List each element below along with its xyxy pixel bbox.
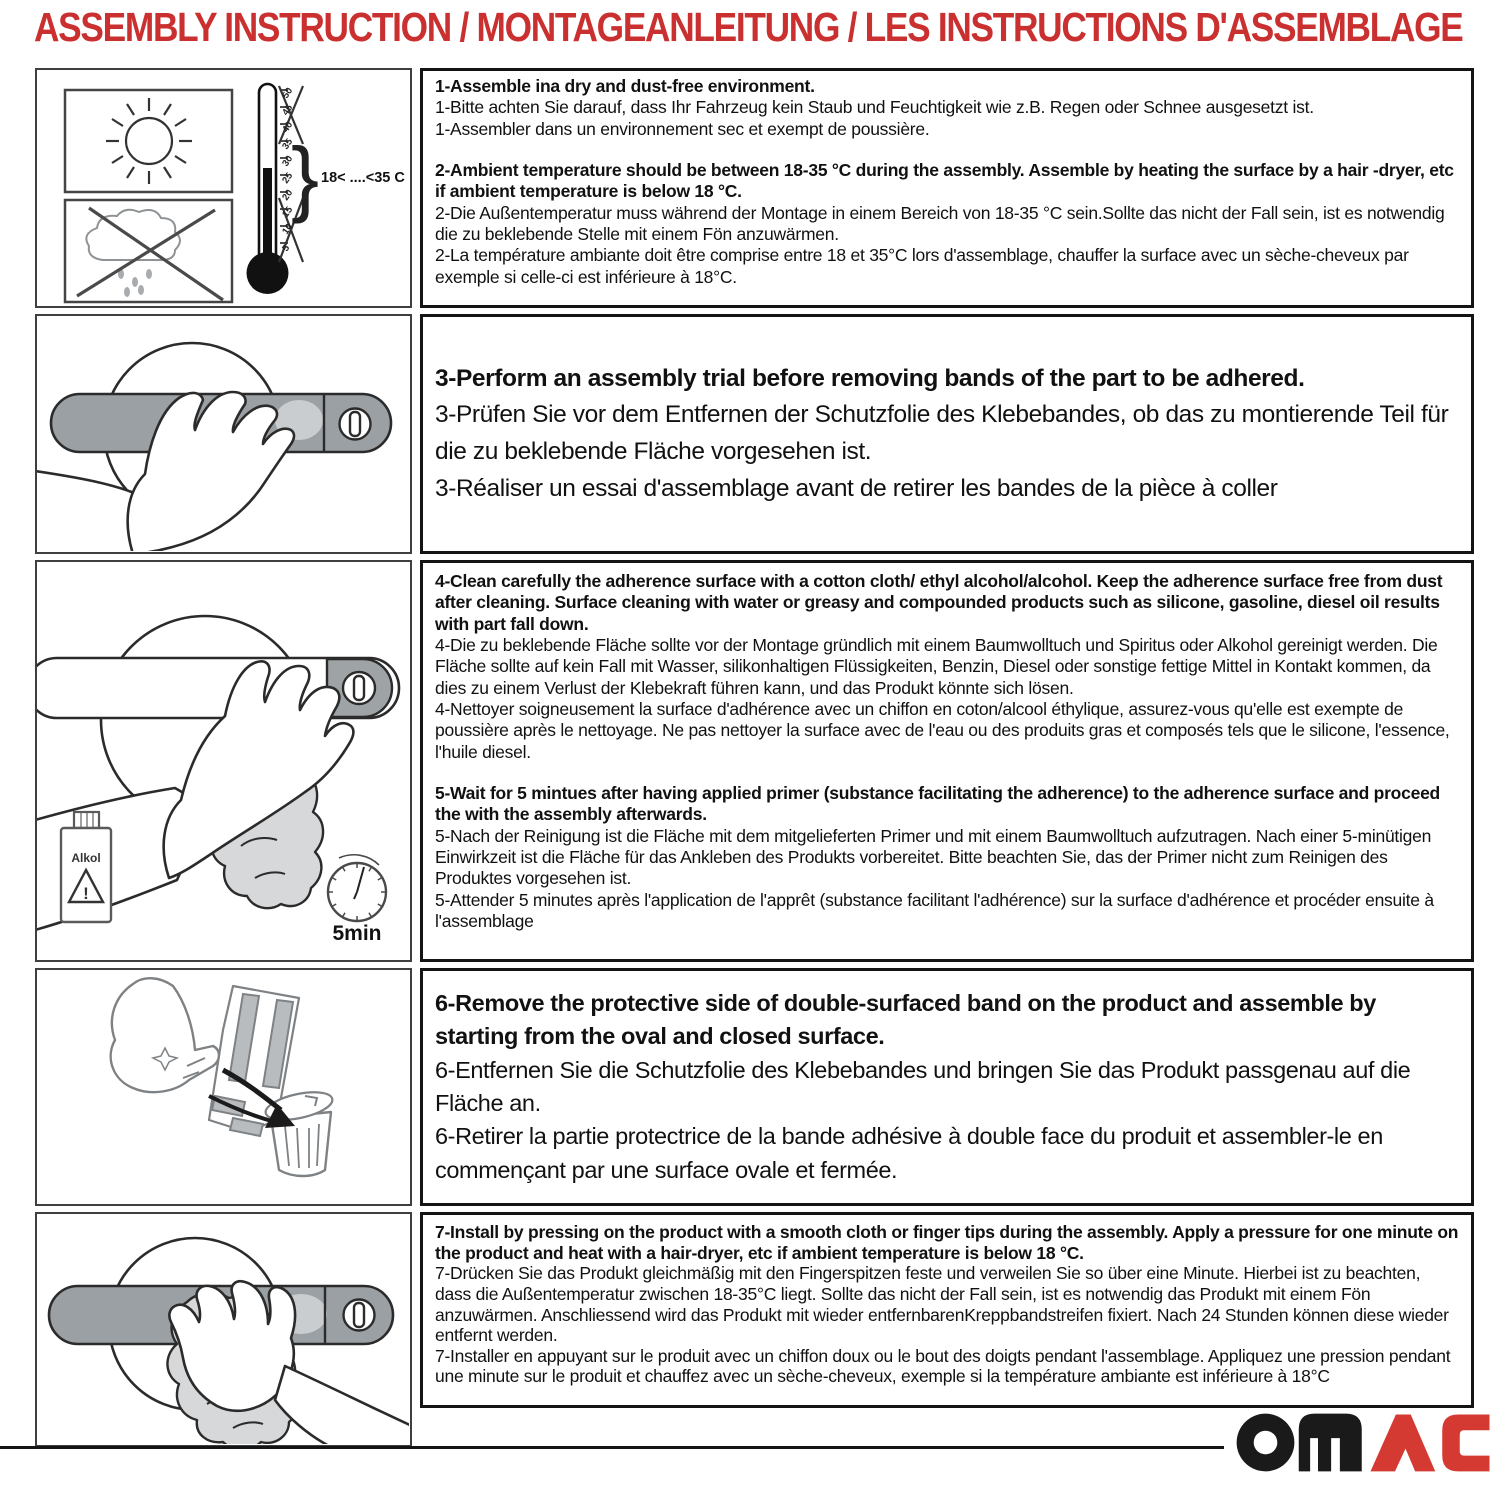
instruction-paragraph: 5-Wait for 5 mintues after having applied primer (substance facilitating the adherence) to the adherence surface and proceed the with the assembly afterwards.	[435, 783, 1440, 825]
alcohol-bottle-icon	[61, 812, 111, 922]
thermometer-scale-value: 5	[280, 243, 293, 254]
clock-caption: 5min	[332, 922, 382, 945]
thermometer-scale-value: 40	[280, 119, 296, 135]
instruction-textbox-5	[420, 1212, 1474, 1408]
thermometer-scale-value: 45	[280, 102, 296, 118]
handle-grip-graphic	[37, 316, 409, 551]
remove-band-graphic	[37, 970, 409, 1203]
instruction-paragraph: 4-Nettoyer soigneusement la surface d'adhérence avec un chiffon en coton/alcool éthylique, assurez-vous qu'elle est exempte de poussière après le nettoyage. Ne pas nettoyer la surface avec de l'eau ou des produits gras et composés tels que le silicone, l'essence, l'huile diesel.	[435, 699, 1450, 762]
hand-graphic	[111, 978, 219, 1092]
instruction-paragraph: 1-Assemble ina dry and dust-free environment.	[435, 76, 815, 96]
door-handle-graphic	[37, 658, 399, 718]
instruction-paragraph: 2-La température ambiante doit être comprise entre 18 et 35°C lors d'assemblage, chauffer la surface avec un sèche-cheveux par exemple si celle-ci est inférieure à 18°C.	[435, 245, 1409, 287]
instruction-paragraph: 5-Attender 5 minutes après l'application de l'apprêt (substance facilitant l'adhérence) sur la surface d'adhérence et procéder ensuite à l'assemblage	[435, 889, 1434, 932]
instruction-text	[423, 563, 1471, 938]
arm-graphic	[275, 1366, 409, 1444]
climate-graphic	[37, 70, 409, 305]
thermometer-scale-value: 15	[280, 204, 296, 220]
illustration-press-install	[35, 1212, 412, 1447]
instruction-textbox-1	[420, 68, 1474, 308]
bottom-divider-line	[0, 1446, 1224, 1449]
instruction-row-1	[0, 68, 1500, 308]
instruction-paragraph: 1-Bitte achten Sie darauf, dass Ihr Fahrzeug kein Staub und Feuchtigkeit wie z.B. Regen oder Schnee ausgesetzt ist.	[435, 97, 1314, 118]
clean-surface-graphic	[37, 562, 409, 959]
instruction-row-3	[0, 560, 1500, 962]
instruction-paragraph: 3-Prüfen Sie vor dem Entfernen der Schutzfolie des Klebebandes, ob das zu montierende Teil für die zu beklebende Fläche vorgesehen ist.	[435, 401, 1449, 465]
instruction-paragraph: 2-Ambient temperature should be between 18-35 °C during the assembly. Assemble by heating the surface by a hair -dryer, etc if ambient temperature is below 18 °C.	[435, 160, 1454, 202]
clock-icon	[328, 855, 386, 945]
illustration-climate	[35, 68, 412, 308]
instruction-paragraph: 6-Remove the protective side of double-surfaced band on the product and assemble by starting from the oval and closed surface.	[435, 989, 1376, 1050]
omac-logo	[1234, 1410, 1493, 1475]
instruction-paragraph: 7-Installer en appuyant sur le produit avec un chiffon doux ou le bout des doigts pendant l'assemblage. Appliquez une pression pendant une minute sur le produit et chauffez avec un sèche-cheveux, exemple si la température ambiante est inférieure à 18°C	[435, 1345, 1451, 1387]
instruction-textbox-3	[420, 560, 1474, 962]
instruction-paragraph: 1-Assembler dans un environnement sec et exempt de poussière.	[435, 118, 930, 139]
illustration-handle-grip	[35, 314, 412, 554]
illustration-remove-band	[35, 968, 412, 1206]
instruction-paragraph: 2-Die Außentemperatur muss während der Montage in einem Bereich von 18-35 °C sein.Sollte das nicht der Fall sein, ist es notwendig die zu beklebende Stelle mit einem Fön anzuwärmen.	[435, 202, 1445, 245]
warning-exclamation: !	[83, 884, 89, 903]
thermometer-scale-value: 50	[280, 85, 296, 101]
thermometer-scale-value: 35	[280, 136, 296, 152]
instruction-row-2	[0, 314, 1500, 554]
instruction-text	[423, 1215, 1471, 1392]
instruction-text	[423, 356, 1471, 513]
instruction-paragraph: 4-Die zu beklebende Fläche sollte vor der Montage gründlich mit einem Baumwolltuch und Spiritus oder Alkohol gereinigt werden. Die Fläche sollte auf kein Fall mit Wasser, silikonhaltigen Flüssigkeiten, Benzin, Diesel oder sonstige fettige Mittel in Kontakt kommen, da dies zu einem Verlust der Klebekraft führen kann, und das Produkt könnte sich lösen.	[435, 635, 1438, 698]
instruction-textbox-4	[420, 968, 1474, 1206]
instruction-textbox-2	[420, 314, 1474, 554]
instruction-text	[423, 71, 1471, 293]
thermometer-scale-value: 30	[280, 153, 296, 169]
instruction-paragraph: 4-Clean carefully the adherence surface with a cotton cloth/ ethyl alcohol/alcohol. Keep the adherence surface free from dust after cleaning. Surface cleaning with water or greasy and compounded products such as silicone, gasoline, diesel oil results with part fall down.	[435, 571, 1443, 634]
bottle-label: Alkol	[71, 851, 101, 865]
instruction-paragraph: 7-Install by pressing on the product with a smooth cloth or finger tips during the assembly. Apply a pressure for one minute on the product and heat with a hair-dryer, etc if ambient temperature is below 18 °C.	[435, 1222, 1459, 1263]
instruction-paragraph: 3-Perform an assembly trial before removing bands of the part to be adhered.	[435, 364, 1305, 392]
instruction-paragraph: 5-Nach der Reinigung ist die Fläche mit dem mitgelieferten Primer und mit einem Baumwolltuch aufzutragen. Nach einer 5-minütigen Einwirkzeit ist die Fläche für das Ankleben des Produkts vorbereitet. Bitte beachten Sie, das der Primer nicht zum Reinigen des Produktes vorgesehen ist.	[435, 825, 1432, 889]
page-title: ASSEMBLY INSTRUCTION / MONTAGEANLEITUNG / LES INSTRUCTIONS D'ASSEMBLAGE	[34, 4, 1463, 50]
range-brace: }	[291, 130, 320, 224]
instruction-paragraph: 3-Réaliser un essai d'assemblage avant de retirer les bandes de la pièce à coller	[435, 474, 1278, 502]
thermometer-scale-value: 25	[280, 170, 296, 186]
instruction-row-4	[0, 968, 1500, 1206]
instruction-paragraph: 7-Drücken Sie das Produkt gleichmäßig mit den Fingerspitzen feste und verweilen Sie so über eine Minute. Hierbei ist zu beachten, dass die Außentemperatur zwischen 18-35°C liegt. Sollte das nicht der Fall sein, ist es notwendig das Produkt mit einem Fön anzuwärmen. Anschliessend wird das Produkt mit wieder entfernbarenKreppbandstreifen fixiert. Nach 24 Stunden können diese wieder entfernt werden.	[435, 1263, 1449, 1346]
omac-logo-graphic	[1234, 1410, 1493, 1475]
thermometer-scale	[280, 80, 306, 254]
instruction-text	[423, 982, 1471, 1192]
thermometer-scale-value: 10	[280, 221, 296, 237]
thermometer-icon	[247, 84, 406, 294]
thermometer-scale-value: 20	[280, 187, 296, 203]
temperature-range-label: 18< ....<35 C	[321, 170, 405, 186]
press-install-graphic	[37, 1214, 409, 1444]
instruction-paragraph: 6-Entfernen Sie die Schutzfolie des Klebebandes und bringen Sie das Produkt passgenau auf die Fläche an.	[435, 1056, 1411, 1116]
illustration-clean-surface	[35, 560, 412, 962]
instruction-paragraph: 6-Retirer la partie protectrice de la bande adhésive à double face du produit et assembler-le en commençant par une surface ovale et fermée.	[435, 1123, 1383, 1183]
